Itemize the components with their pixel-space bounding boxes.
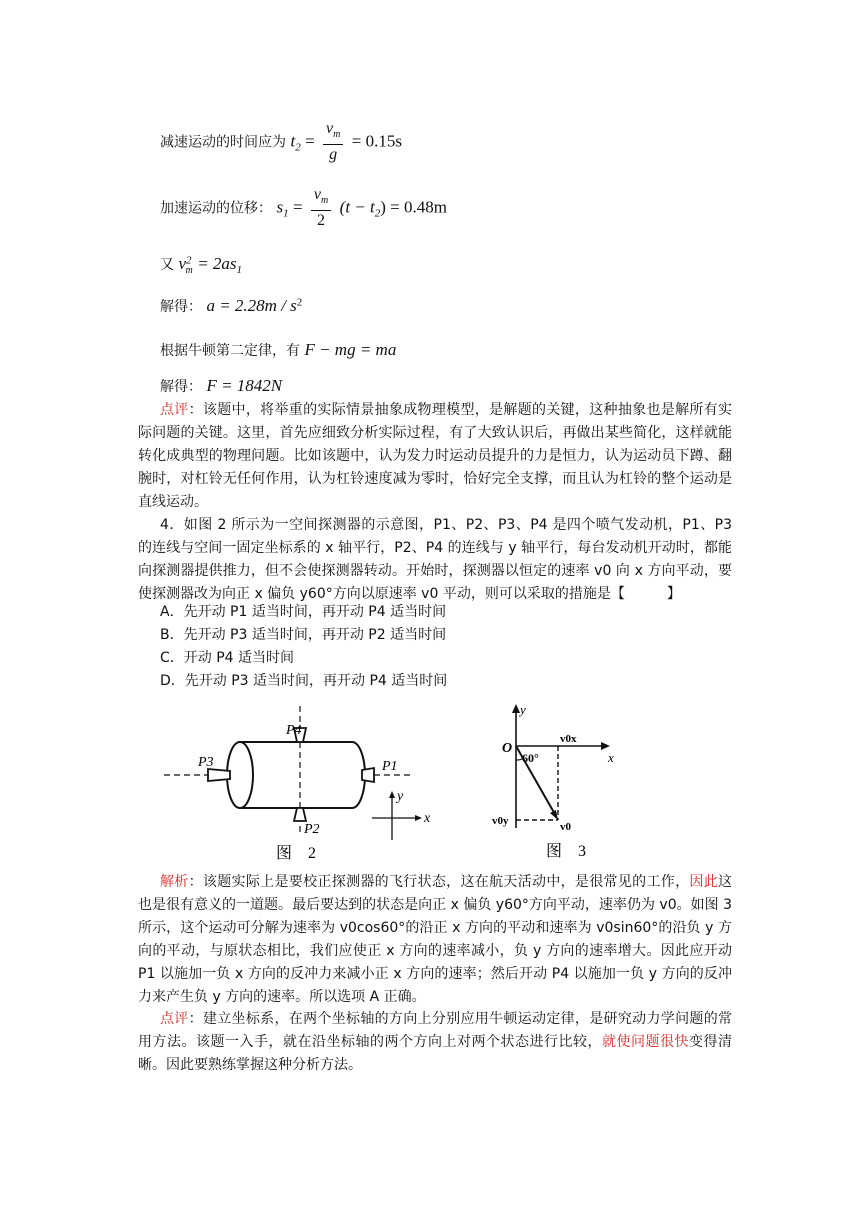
- small-axis-y-label: y: [397, 789, 404, 804]
- v0y-label: v0y: [492, 815, 509, 827]
- formula-deceleration-time: 减速运动的时间应为 $t_2$ = $\frac{v_m}{g}$ = 0.15s: [160, 120, 402, 164]
- small-axis-x-label: x: [424, 811, 431, 826]
- analysis-label: 解析: [160, 874, 189, 890]
- analysis-paragraph: 解析：该题实际上是要校正探测器的飞行状态，这在航天活动中，是很常见的工作，因此这也是很有意义的一道题。最后要达到的状态是向正 x 偏负 y60°方向平动，速率仍为 v0。如图 3 所示，这个运动可分解为速率为 v0cos60°的沿正 x 方向的平动和速率为 v0sin60°的沿负 y 方向的平动，与原状态相比，我们应使正 x 方向的速率减小，负 y 方向的速率增大。因此应开动 P1 以施加一负 x 方向的反冲力来减小正 x 方向的速率；然后开动 P4 以施加一负 y 方向的反冲力来产生负 y 方向的速率。所以选项 A 正确。: [138, 874, 733, 1005]
- figure-2-caption: 图 2: [276, 845, 317, 862]
- figure-3-caption: 图 3: [546, 843, 587, 860]
- question-4: 4．如图 2 所示为一空间探测器的示意图，P1、P2、P3、P4 是四个喷气发动机，P1、P3 的连线与空间一固定坐标系的 x 轴平行，P2、P4 的连线与 y 轴平行，每台发动机开动时，都能向探测器提供推力，但不会使探测器转动。开始时，探测器以恒定的速率 v0 向 x 方向平动，要使探测器改为向正 x 偏负 y60°方向以原速率 v0 平动，则可以采取的措施是【 】: [138, 517, 732, 602]
- comment-label: 点评: [160, 402, 189, 418]
- v0x-label: v0x: [560, 733, 577, 745]
- formula-acceleration-result: 解得： $a = 2.28m / s^2$: [160, 296, 303, 315]
- angle-label: 60°: [522, 751, 539, 765]
- label-p1: P1: [382, 759, 398, 774]
- comment-paragraph-2: 点评：建立坐标系，在两个坐标轴的方向上分别应用牛顿运动定律，是研究动力学问题的常用方法。该题一入手，就在沿坐标轴的两个方向上对两个状态进行比较，就使问题很快变得清晰。因此要熟练掌握这种分析方法。: [138, 1011, 733, 1073]
- option-c: C．开动 P4 适当时间: [160, 650, 295, 666]
- comment-label: 点评: [160, 1011, 189, 1027]
- formula-acceleration-displacement: 加速运动的位移： $s_1$ = $\frac{v_m}{2}$ $(t - t_2) = 0.48m$: [160, 186, 447, 230]
- axis-y-label: y: [520, 702, 526, 717]
- label-p4: P4: [286, 723, 302, 738]
- formula-newton-second-law: 根据牛顿第二定律，有 F − mg = ma: [160, 340, 397, 359]
- formula-velocity-squared: 又 $v^2_m = 2as_1$: [160, 254, 243, 276]
- option-b: B．先开动 P3 适当时间，再开动 P2 适当时间: [160, 627, 447, 643]
- label-p2: P2: [304, 822, 320, 837]
- label-p3: P3: [198, 755, 214, 770]
- v0-label: v0: [560, 821, 571, 833]
- axis-x-label: x: [608, 750, 614, 765]
- option-d: D．先开动 P3 适当时间，再开动 P4 适当时间: [160, 673, 448, 689]
- comment-paragraph-1: 点评：该题中，将举重的实际情景抽象成物理模型，是解题的关键，这种抽象也是解所有实际问题的关键。这里，首先应细致分析实际过程，有了大致认识后，再做出某些简化，这样就能转化成典型的物理问题。比如该题中，认为发力时运动员提升的力是恒力，认为运动员下蹲、翻腕时，对杠铃无任何作用，认为杠铃速度减为零时，恰好完全支撑，而且认为杠铃的整个运动是直线运动。: [138, 402, 733, 510]
- figure-3-velocity-decomposition: [486, 700, 626, 865]
- origin-label: O: [502, 741, 513, 756]
- formula-force-result: 解得： F = 1842N: [160, 376, 283, 395]
- figure-2-probe-diagram: [160, 700, 450, 865]
- option-a: A．先开动 P1 适当时间，再开动 P4 适当时间: [160, 604, 447, 620]
